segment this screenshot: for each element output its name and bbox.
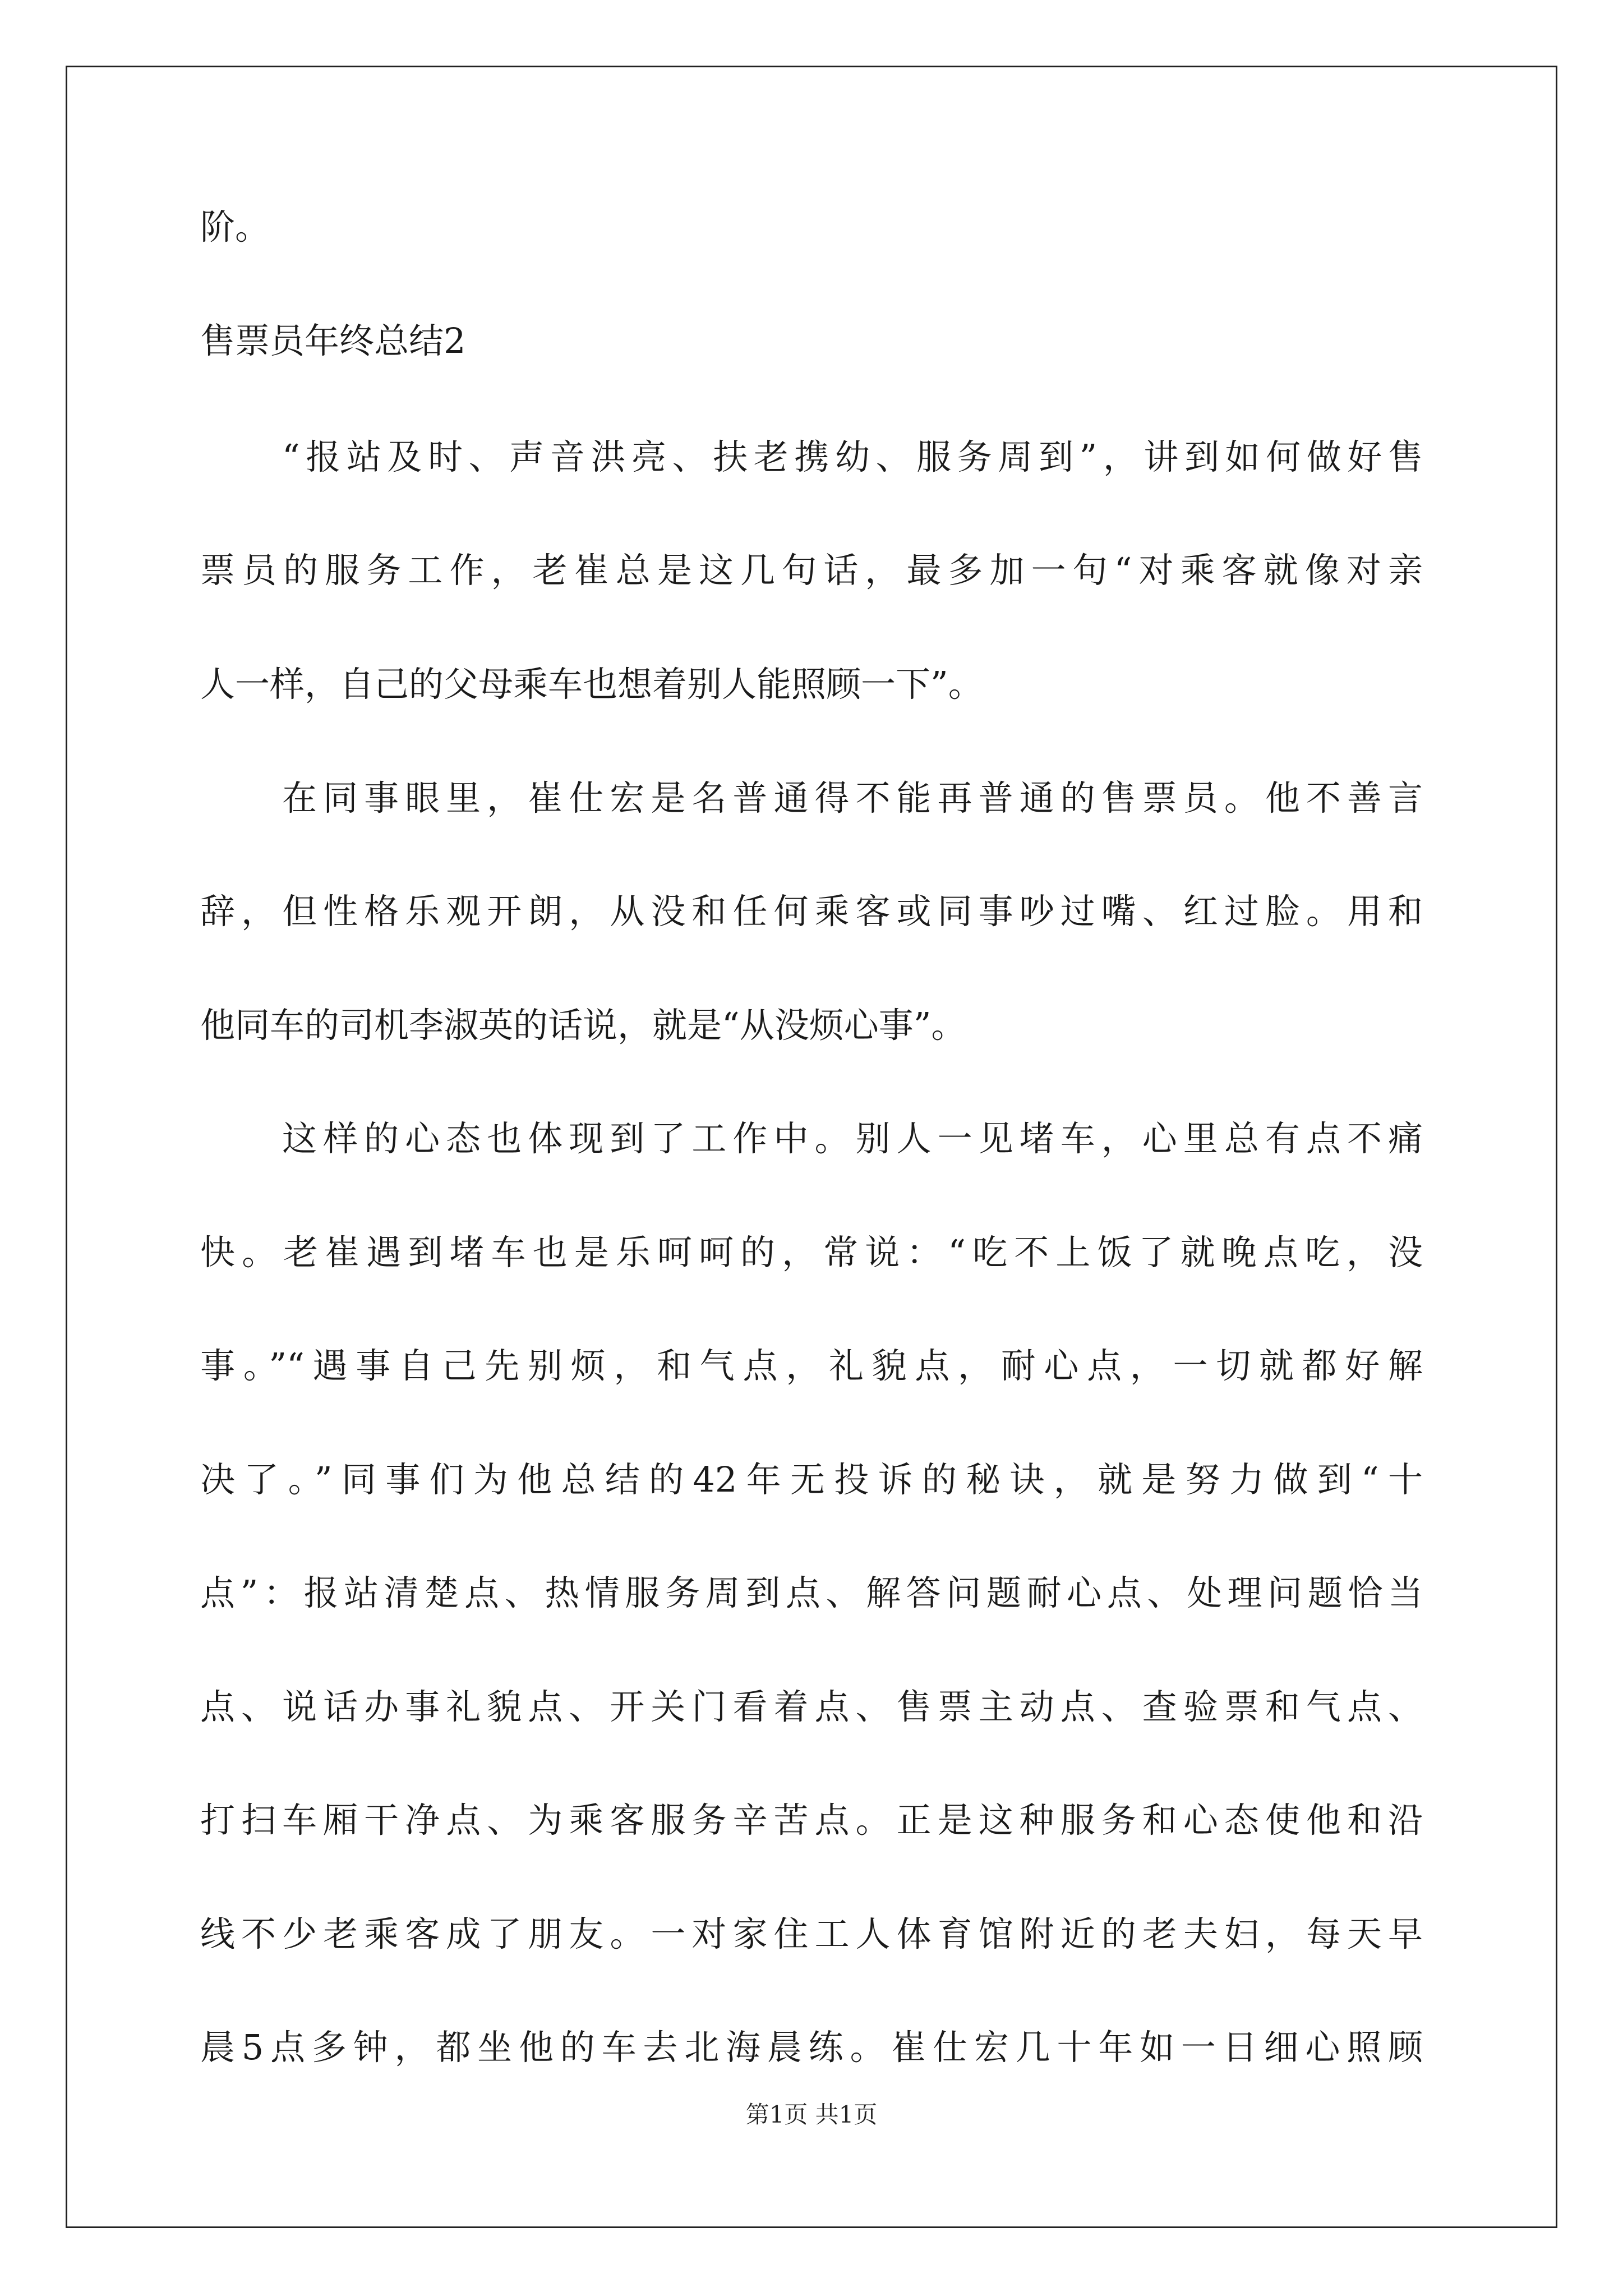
paragraph-2-line-1: 在同事眼里，崔仕宏是名普通得不能再普通的售票员。他不善言 xyxy=(282,777,1423,818)
paragraph-1-line-2: 票员的服务工作，老崔总是这几句话，最多加一句“对乘客就像对亲 xyxy=(200,550,1423,591)
paragraph-3-line-5: 点”：报站清楚点、热情服务周到点、解答问题耐心点、处理问题恰当 xyxy=(200,1572,1423,1613)
paragraph-3-line-9: 晨5点多钟，都坐他的车去北海晨练。崔仕宏几十年如一日细心照顾 xyxy=(200,2027,1423,2068)
paragraph-1-line-3: 人一样，自己的父母乘车也想着别人能照顾一下”。 xyxy=(200,664,983,705)
paragraph-3-line-3: 事。”“遇事自己先别烦，和气点，礼貌点，耐心点，一切就都好解 xyxy=(200,1345,1423,1386)
paragraph-3-line-4: 决了。”同事们为他总结的42年无投诉的秘诀，就是努力做到“十 xyxy=(200,1459,1423,1500)
page-footer: 第1页 共1页 xyxy=(745,2101,878,2128)
paragraph-3-line-1: 这样的心态也体现到了工作中。别人一见堵车，心里总有点不痛 xyxy=(282,1118,1423,1159)
text-line-continuation: 阶。 xyxy=(200,206,270,247)
paragraph-3-line-7: 打扫车厢干净点、为乘客服务辛苦点。正是这种服务和心态使他和沿 xyxy=(200,1800,1423,1841)
paragraph-3-line-8: 线不少老乘客成了朋友。一对家住工人体育馆附近的老夫妇，每天早 xyxy=(200,1913,1423,1954)
paragraph-3-line-2: 快。老崔遇到堵车也是乐呵呵的，常说：“吃不上饭了就晚点吃，没 xyxy=(200,1232,1423,1273)
section-heading: 售票员年终总结2 xyxy=(200,320,466,361)
paragraph-1-line-1: “报站及时、声音洪亮、扶老携幼、服务周到”，讲到如何做好售 xyxy=(282,436,1423,477)
paragraph-2-line-2: 辞，但性格乐观开朗，从没和任何乘客或同事吵过嘴、红过脸。用和 xyxy=(200,891,1423,932)
paragraph-2-line-3: 他同车的司机李淑英的话说，就是“从没烦心事”。 xyxy=(200,1005,966,1046)
paragraph-3-line-6: 点、说话办事礼貌点、开关门看着点、售票主动点、查验票和气点、 xyxy=(200,1686,1423,1727)
